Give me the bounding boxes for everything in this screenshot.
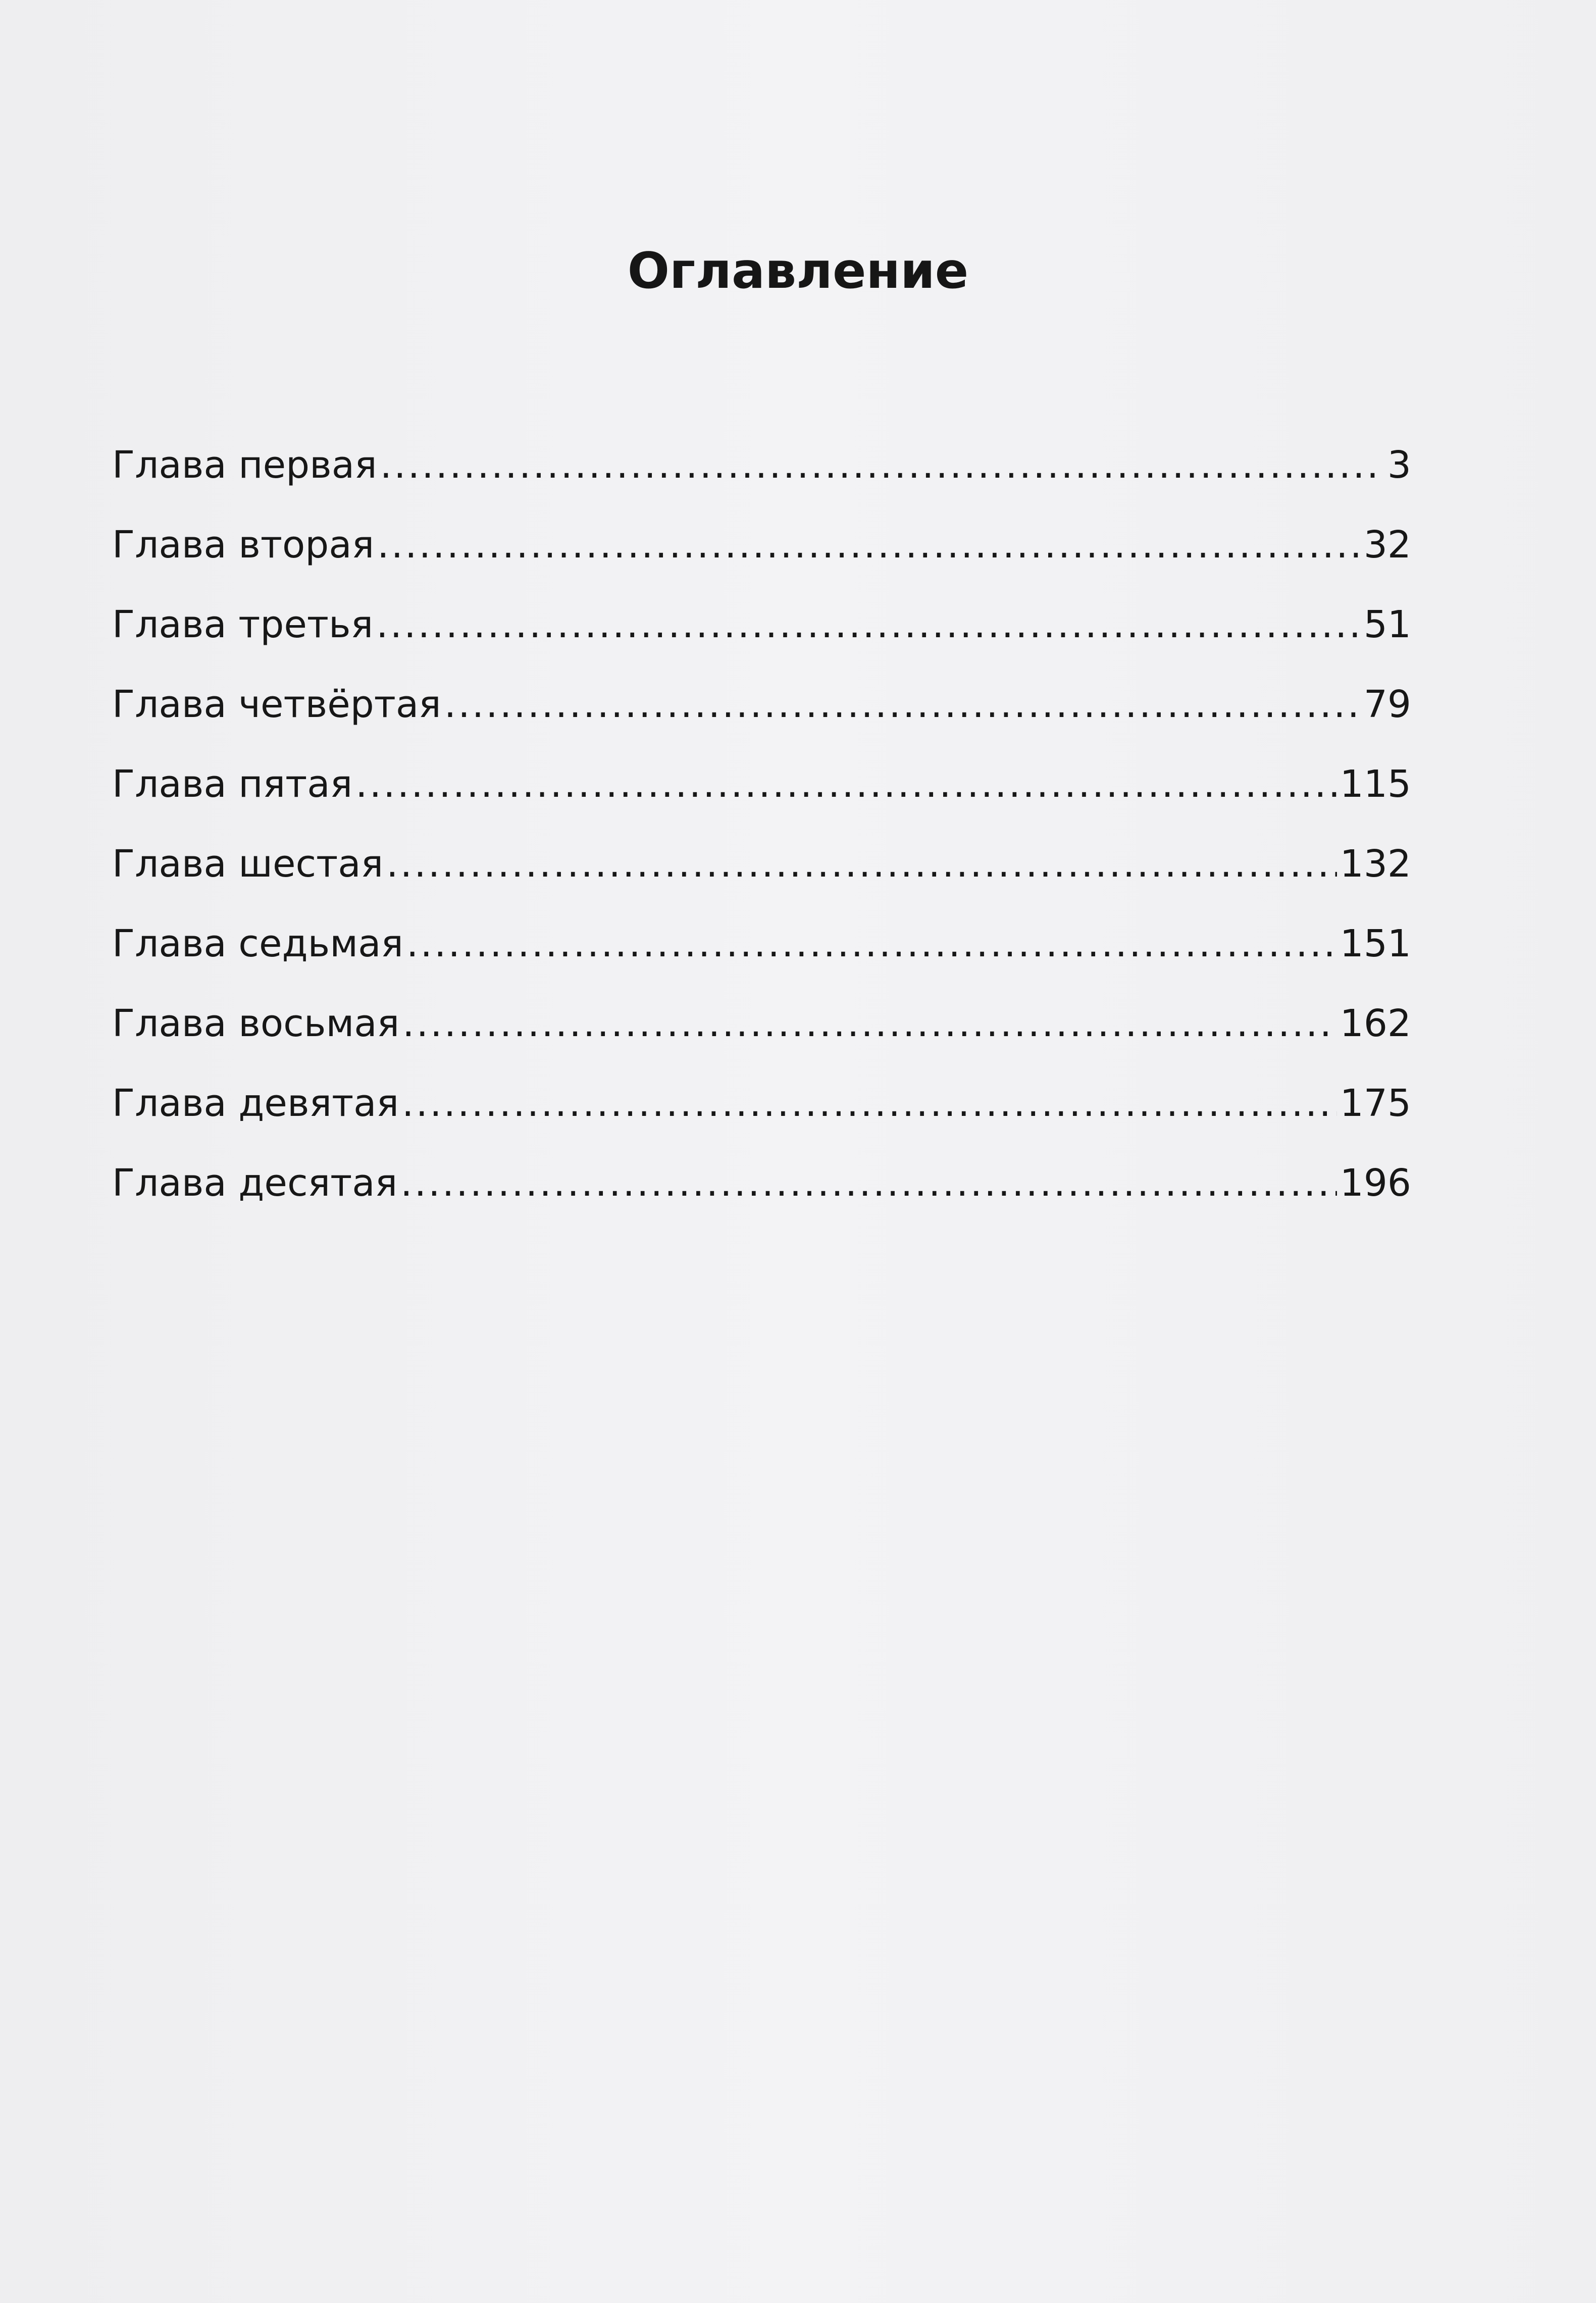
toc-entry-page: 132	[1340, 842, 1411, 886]
toc-leader-dots	[406, 925, 1337, 962]
toc-entry	[112, 832, 1411, 886]
toc-leader-dots	[380, 446, 1384, 484]
toc-entry-page: 3	[1387, 443, 1411, 487]
toc-leader-dots	[402, 1085, 1337, 1122]
toc-entry	[112, 593, 1411, 646]
toc-entry-label: Глава девятая	[112, 1082, 399, 1125]
toc-entry	[112, 912, 1411, 965]
toc-leader-dots	[377, 526, 1361, 564]
toc-entry-label: Глава десятая	[112, 1161, 398, 1205]
toc-entry-label: Глава первая	[112, 443, 377, 487]
toc-entry	[112, 673, 1411, 726]
toc-leader-dots	[376, 606, 1361, 643]
toc-entry	[112, 992, 1411, 1045]
toc-entry	[112, 513, 1411, 567]
toc-entry-page: 51	[1363, 603, 1411, 646]
toc-entry-page: 79	[1363, 683, 1411, 726]
toc-entry-page: 162	[1340, 1002, 1411, 1045]
toc-entry	[112, 1151, 1411, 1205]
toc-entry	[112, 752, 1411, 806]
toc-entry-page: 151	[1340, 922, 1411, 965]
toc-entry-label: Глава седьмая	[112, 922, 403, 965]
page-title: Оглавление	[627, 242, 969, 300]
toc-leader-dots	[400, 1164, 1337, 1202]
toc-entry-label: Глава пятая	[112, 762, 353, 806]
toc-entry-label: Глава четвёртая	[112, 683, 441, 726]
toc-entry-page: 196	[1340, 1161, 1411, 1205]
toc-entry-page: 175	[1340, 1082, 1411, 1125]
toc-leader-dots	[355, 765, 1337, 803]
toc-leader-dots	[444, 686, 1361, 723]
toc-leader-dots	[402, 1005, 1337, 1042]
toc-entry	[112, 433, 1411, 487]
toc-entry-page: 115	[1340, 762, 1411, 806]
toc-entry-label: Глава восьмая	[112, 1002, 400, 1045]
toc-leader-dots	[386, 845, 1337, 883]
toc-entry-label: Глава шестая	[112, 842, 384, 886]
toc-entry-page: 32	[1363, 523, 1411, 567]
toc-entry-label: Глава вторая	[112, 523, 375, 567]
toc-entry	[112, 1071, 1411, 1125]
toc-entry-label: Глава третья	[112, 603, 374, 646]
